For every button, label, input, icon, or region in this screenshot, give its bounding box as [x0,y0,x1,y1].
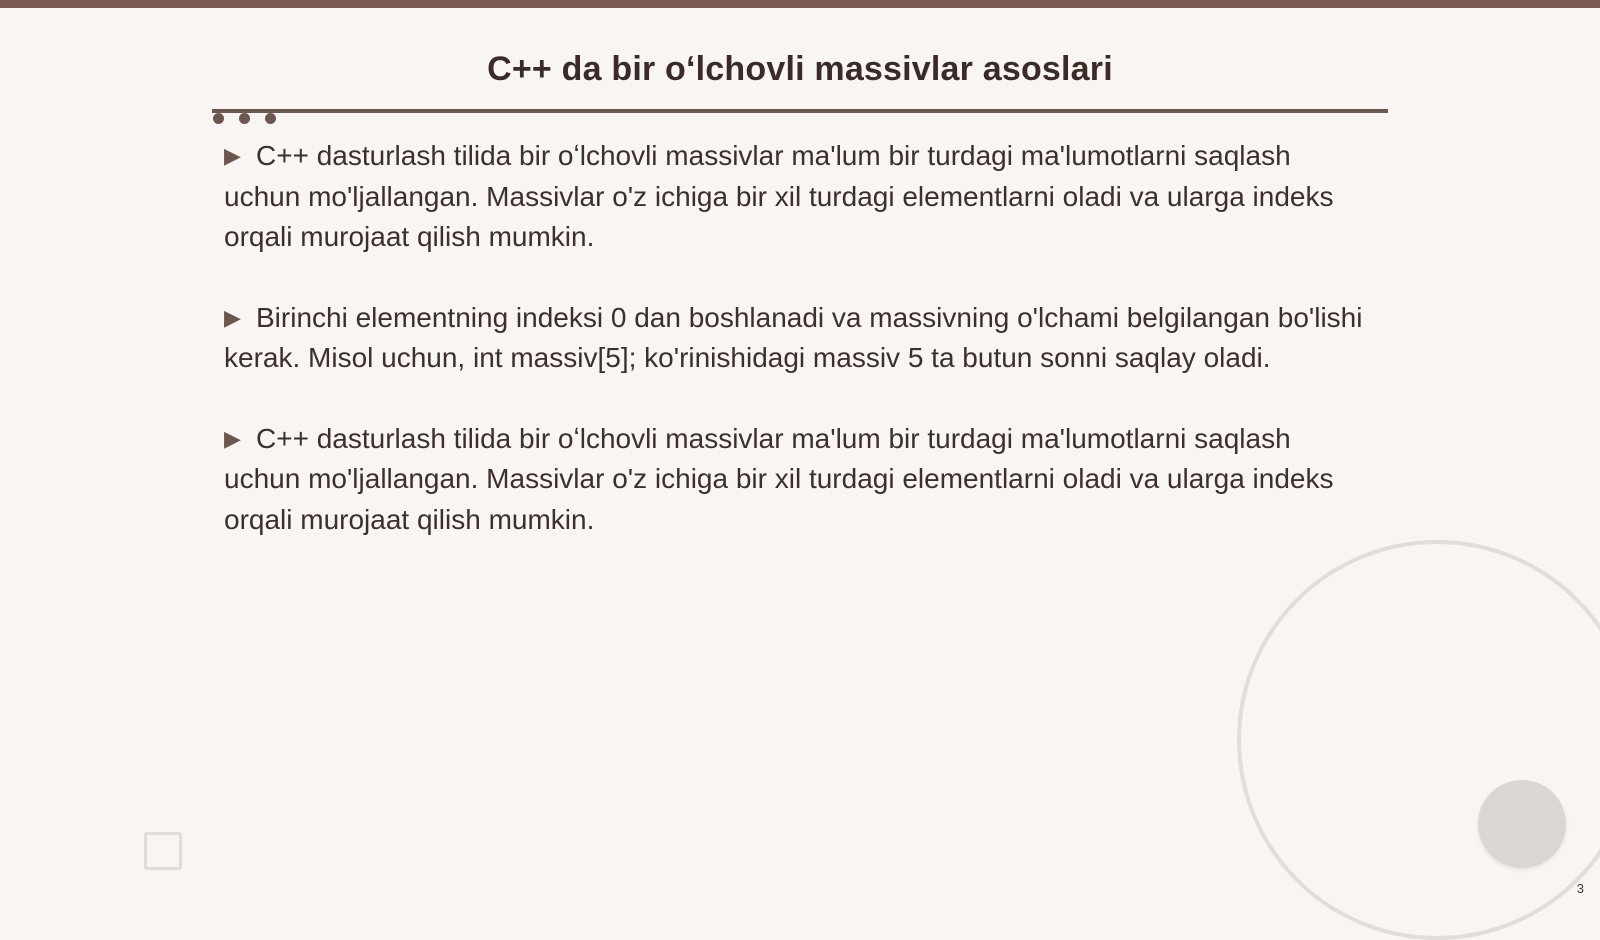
decor-square [144,832,182,870]
decor-dot [239,113,250,124]
bullet-text: C++ dasturlash tilida bir oʻlchovli massivlar ma'lum bir turdagi ma'lumotlarni saqlash uchun mo'ljallangan. Massivlar o'z ichiga bir xil turdagi elementlarni oladi va ularga indeks orqali murojaat qilish mumkin. [224,140,1334,252]
bullet-arrow-icon: ▶ [224,304,241,330]
bullet-paragraph [224,136,1372,258]
bullet-arrow-icon: ▶ [224,143,241,168]
slide-title: C++ da bir oʻlchovli massivlar asoslari [487,50,1113,88]
bullet-text: Birinchi elementning indeksi 0 dan boshlanadi va massivning o'lchami belgilangan bo'lishi kerak. Misol uchun, int massiv[5]; ko'rinishidagi massiv 5 ta butun sonni saqlay oladi. [224,301,1363,373]
top-accent-bar [0,0,1600,8]
bullet-arrow-icon: ▶ [224,425,241,451]
slide-body [224,136,1372,580]
page-number: 3 [1576,881,1584,896]
bullet-paragraph [224,419,1372,541]
decor-circle-small [1478,780,1566,868]
decor-dot [213,113,224,124]
title-underline [212,109,1388,113]
decor-circle-large [1237,540,1600,940]
bullet-text: C++ dasturlash tilida bir oʻlchovli massivlar ma'lum bir turdagi ma'lumotlarni saqlash uchun mo'ljallangan. Massivlar o'z ichiga bir xil turdagi elementlarni oladi va ularga indeks orqali murojaat qilish mumkin. [224,422,1334,535]
bullet-paragraph [224,298,1372,379]
decor-dot [265,113,276,124]
